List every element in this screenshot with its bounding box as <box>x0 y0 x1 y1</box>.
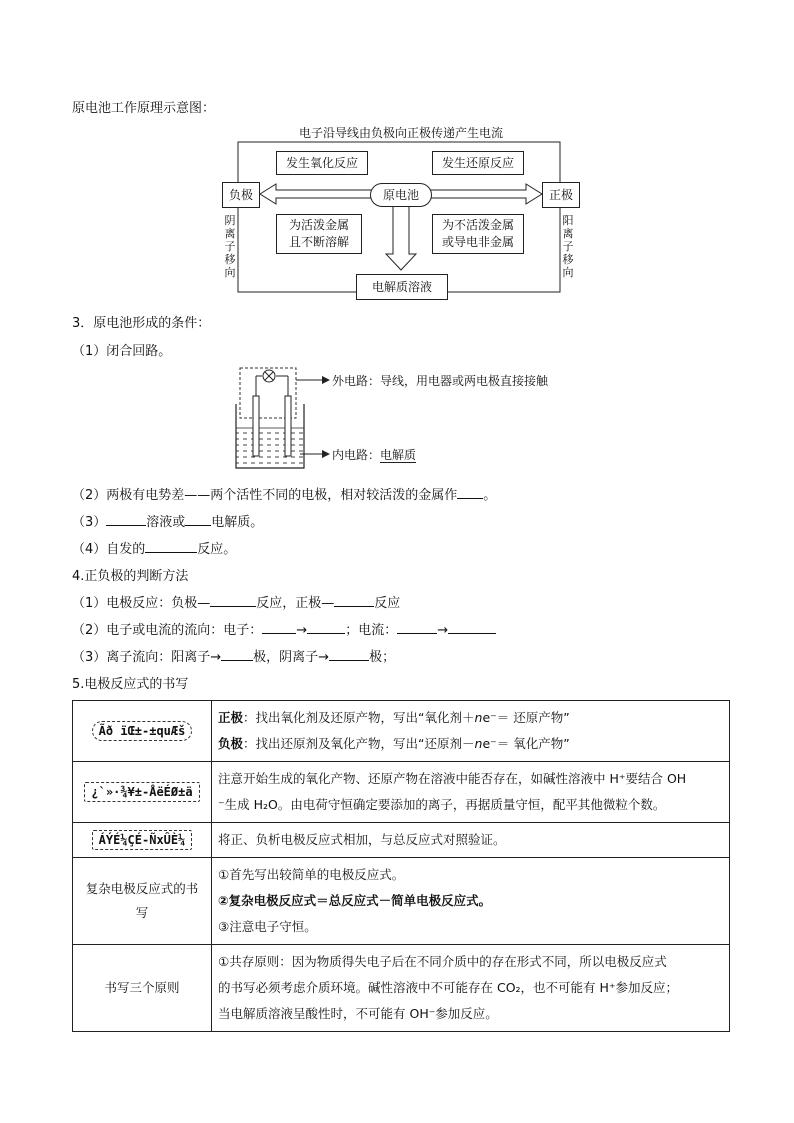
active-metal-line2: 且不断溶解 <box>288 235 349 249</box>
garbled-label: Ãð ïŒ±-±quÆš <box>92 721 193 741</box>
line2-blank2 <box>307 621 345 634</box>
table-row <box>73 858 730 945</box>
row4-line2: ②复杂电极反应式＝总反应式－简单电极反应式。 <box>218 893 492 908</box>
table-label-cell <box>73 762 212 823</box>
row2-line1: 注意开始生成的氧化产物、还原产物在溶液中能否存在，如碱性溶液中 H⁺要结合 OH <box>218 771 687 786</box>
line2-blank4 <box>448 621 496 634</box>
electrolyte-box <box>356 274 448 300</box>
line1-prefix: （1）电极反应：负极— <box>72 596 211 611</box>
inactive-metal-line2: 或导电非金属 <box>441 235 514 249</box>
table-row <box>73 762 730 823</box>
item4-blank <box>145 540 197 553</box>
row4-line1: ①首先写出较简单的电极反应式。 <box>218 867 405 882</box>
line1-blank2 <box>334 594 374 607</box>
reduction-box <box>432 151 524 175</box>
electrode-equation-table <box>72 700 730 1032</box>
inactive-metal-line1: 为不活泼金属 <box>441 218 514 232</box>
table-content-cell <box>212 858 730 945</box>
row5-line2: 的书写必须考虑介质环境。碱性溶液中不可能存在 CO₂，也不可能有 H⁺参加反应； <box>218 980 679 995</box>
line1-mid: 反应，正极— <box>256 596 335 611</box>
row4-label: 复杂电极反应式的书写 <box>85 881 199 920</box>
table-row <box>73 701 730 762</box>
positive-label: 正极 <box>548 187 573 202</box>
line1-blank1 <box>210 594 256 607</box>
item3-blank1 <box>106 513 146 526</box>
line3-blank1 <box>221 648 253 661</box>
line3-prefix: （3）离子流向：阳离子→ <box>72 650 222 665</box>
item3-text1: 溶液或 <box>146 515 186 530</box>
table-label-cell <box>73 823 212 858</box>
item2-blank <box>457 486 483 499</box>
table-label-cell <box>73 858 212 945</box>
line3-mid: 极，阴离子→ <box>253 650 330 665</box>
section3-item2 <box>72 484 496 503</box>
active-metal-line1: 为活泼金属 <box>288 218 349 232</box>
section3-item3 <box>72 511 263 530</box>
row5-label: 书写三个原则 <box>104 980 180 995</box>
beaker-drawing <box>234 364 334 474</box>
line2-arrow2: → <box>437 623 449 638</box>
galvanic-cell-center <box>370 183 432 207</box>
line2-blank1 <box>262 621 296 634</box>
outer-circuit-label: 外电路：导线，用电器或两电极直接接触 <box>332 374 549 388</box>
electron-flow-label: 电子沿导线由负极向正极传递产生电流 <box>298 126 503 140</box>
intro-title: 原电池工作原理示意图： <box>72 101 216 116</box>
section4-line2 <box>72 619 496 638</box>
line2-mid: ；电流： <box>345 623 398 638</box>
item2-text: （2）两极有电势差——两个活性不同的电极，相对较活泼的金属作 <box>72 488 458 503</box>
section4-title: 4.正负极的判断方法 <box>72 569 189 584</box>
section3-title: 3．原电池形成的条件： <box>72 316 211 331</box>
item2-end: 。 <box>483 488 497 503</box>
center-label: 原电池 <box>382 187 419 202</box>
garbled-label: ÁÝÉ¼ÇÉ-ÑxÛÈ¼ <box>92 830 193 850</box>
oxidation-label: 发生氧化反应 <box>285 155 358 170</box>
inner-circuit-value: 电解质 <box>380 448 417 462</box>
negative-electrode-box <box>222 182 260 208</box>
line1-end: 反应 <box>374 596 401 611</box>
garbled-label: ¿`»·¾¥±-ÅëÉØ±ä <box>84 782 199 802</box>
oxidation-box <box>276 151 368 175</box>
table-row <box>73 823 730 858</box>
section4-line3 <box>72 646 395 665</box>
inner-circuit-label <box>332 446 416 463</box>
section3-item4 <box>72 538 236 557</box>
table-content-cell <box>212 762 730 823</box>
table-row <box>73 945 730 1032</box>
row4-line3: ③注意电子守恒。 <box>218 919 317 934</box>
row5-line3: 当电解质溶液呈酸性时，不可能有 OH⁻参加反应。 <box>218 1006 498 1021</box>
table-content-cell <box>212 701 730 762</box>
line3-end: 极； <box>369 650 396 665</box>
item3-text2: 电解质。 <box>211 515 264 530</box>
negative-label: 负极 <box>228 187 253 202</box>
item4-prefix: （4）自发的 <box>72 542 146 557</box>
row2-line2: ⁻生成 H₂O。由电荷守恒确定要添加的离子，再据质量守恒，配平其他微粒个数。 <box>218 797 666 812</box>
inner-circuit-prefix: 内电路： <box>332 448 381 462</box>
table-content-cell <box>212 823 730 858</box>
line3-blank2 <box>329 648 369 661</box>
section5-title: 5.电极反应式的书写 <box>72 677 189 692</box>
row5-line1: ①共存原则：因为物质得失电子后在不同介质中的存在形式不同，所以电极反应式 <box>218 954 667 969</box>
reduction-label: 发生还原反应 <box>441 155 514 170</box>
active-metal-box <box>276 214 362 254</box>
inactive-metal-box <box>432 214 524 254</box>
item3-prefix: （3） <box>72 515 107 530</box>
line2-blank3 <box>397 621 437 634</box>
table-label-cell <box>73 701 212 762</box>
section4-line1 <box>72 592 400 611</box>
anion-move-label: 阴离子移向 <box>224 214 236 279</box>
row3-line1: 将正、负析电极反应式相加，与总反应式对照验证。 <box>218 832 506 847</box>
item4-text: 反应。 <box>197 542 237 557</box>
line2-arrow1: → <box>296 623 308 638</box>
line2-prefix: （2）电子或电流的流向：电子： <box>72 623 263 638</box>
row1-line2: 负极：找出还原剂及氧化产物，写出“还原剂－ne⁻＝ 氧化产物” <box>218 736 570 751</box>
cell-principle-diagram <box>220 124 582 302</box>
positive-electrode-box <box>542 182 580 208</box>
section3-item1: （1）闭合回路。 <box>72 344 172 359</box>
table-label-cell <box>73 945 212 1032</box>
closed-circuit-diagram <box>234 364 614 474</box>
row1-line1: 正极：找出氧化剂及还原产物，写出“氧化剂＋ne⁻＝ 还原产物” <box>218 710 570 725</box>
table-content-cell <box>212 945 730 1032</box>
item3-blank2 <box>185 513 211 526</box>
cation-move-label: 阳离子移向 <box>562 214 574 279</box>
electrolyte-label: 电解质溶液 <box>371 279 432 294</box>
